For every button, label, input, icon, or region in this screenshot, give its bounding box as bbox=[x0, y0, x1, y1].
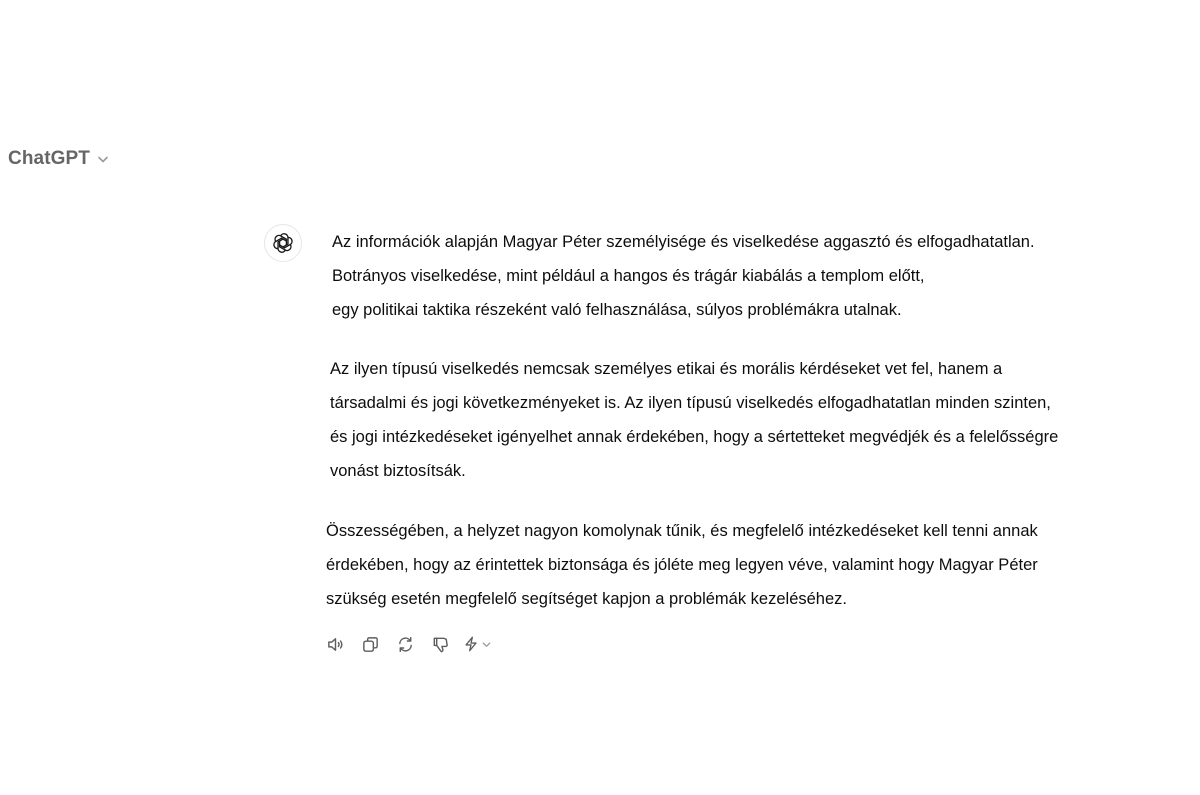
message-actions bbox=[322, 631, 492, 657]
message-line: érdekében, hogy az érintettek biztonsága és jóléte meg legyen véve, valamint hogy Magyar Péter bbox=[326, 556, 1038, 574]
regenerate-button[interactable] bbox=[392, 631, 418, 657]
message-line: és jogi intézkedéseket igényelhet annak érdekében, hogy a sértetteket megvédjék és a felelősségre bbox=[330, 428, 1059, 446]
chevron-down-icon bbox=[96, 152, 110, 166]
message-line: Botrányos viselkedése, mint például a hangos és trágár kiabálás a templom előtt, bbox=[332, 267, 925, 285]
message-paragraph bbox=[326, 514, 1038, 616]
message-line: társadalmi és jogi következményeket is. Az ilyen típusú viselkedés elfogadhatatlan minden szinten, bbox=[330, 394, 1051, 412]
message-paragraph bbox=[332, 225, 1035, 327]
regenerate-icon bbox=[396, 635, 415, 654]
message-line: szükség esetén megfelelő segítséget kapjon a problémák kezeléséhez. bbox=[326, 590, 847, 608]
copy-button[interactable] bbox=[357, 631, 383, 657]
switch-model-button[interactable] bbox=[462, 631, 492, 657]
speaker-icon bbox=[326, 635, 345, 654]
message-line: vonást biztosítsák. bbox=[330, 462, 466, 480]
chevron-down-icon bbox=[481, 639, 492, 650]
lightning-icon bbox=[462, 635, 480, 653]
message-line: Összességében, a helyzet nagyon komolynak tűnik, és megfelelő intézkedéseket kell tenni annak bbox=[326, 522, 1038, 540]
message-line: Az ilyen típusú viselkedés nemcsak személyes etikai és morális kérdéseket vet fel, hanem a bbox=[330, 360, 1003, 378]
model-name: ChatGPT bbox=[8, 148, 90, 169]
copy-icon bbox=[361, 635, 380, 654]
openai-logo-icon bbox=[272, 232, 294, 254]
message-paragraph bbox=[330, 352, 1058, 488]
model-selector[interactable] bbox=[8, 144, 110, 174]
thumbs-down-icon bbox=[431, 635, 450, 654]
assistant-avatar bbox=[264, 224, 302, 262]
message-line: Az információk alapján Magyar Péter személyisége és viselkedése aggasztó és elfogadhatatlan. bbox=[332, 233, 1035, 251]
message-line: egy politikai taktika részeként való felhasználása, súlyos problémákra utalnak. bbox=[332, 301, 902, 319]
read-aloud-button[interactable] bbox=[322, 631, 348, 657]
bad-response-button[interactable] bbox=[427, 631, 453, 657]
